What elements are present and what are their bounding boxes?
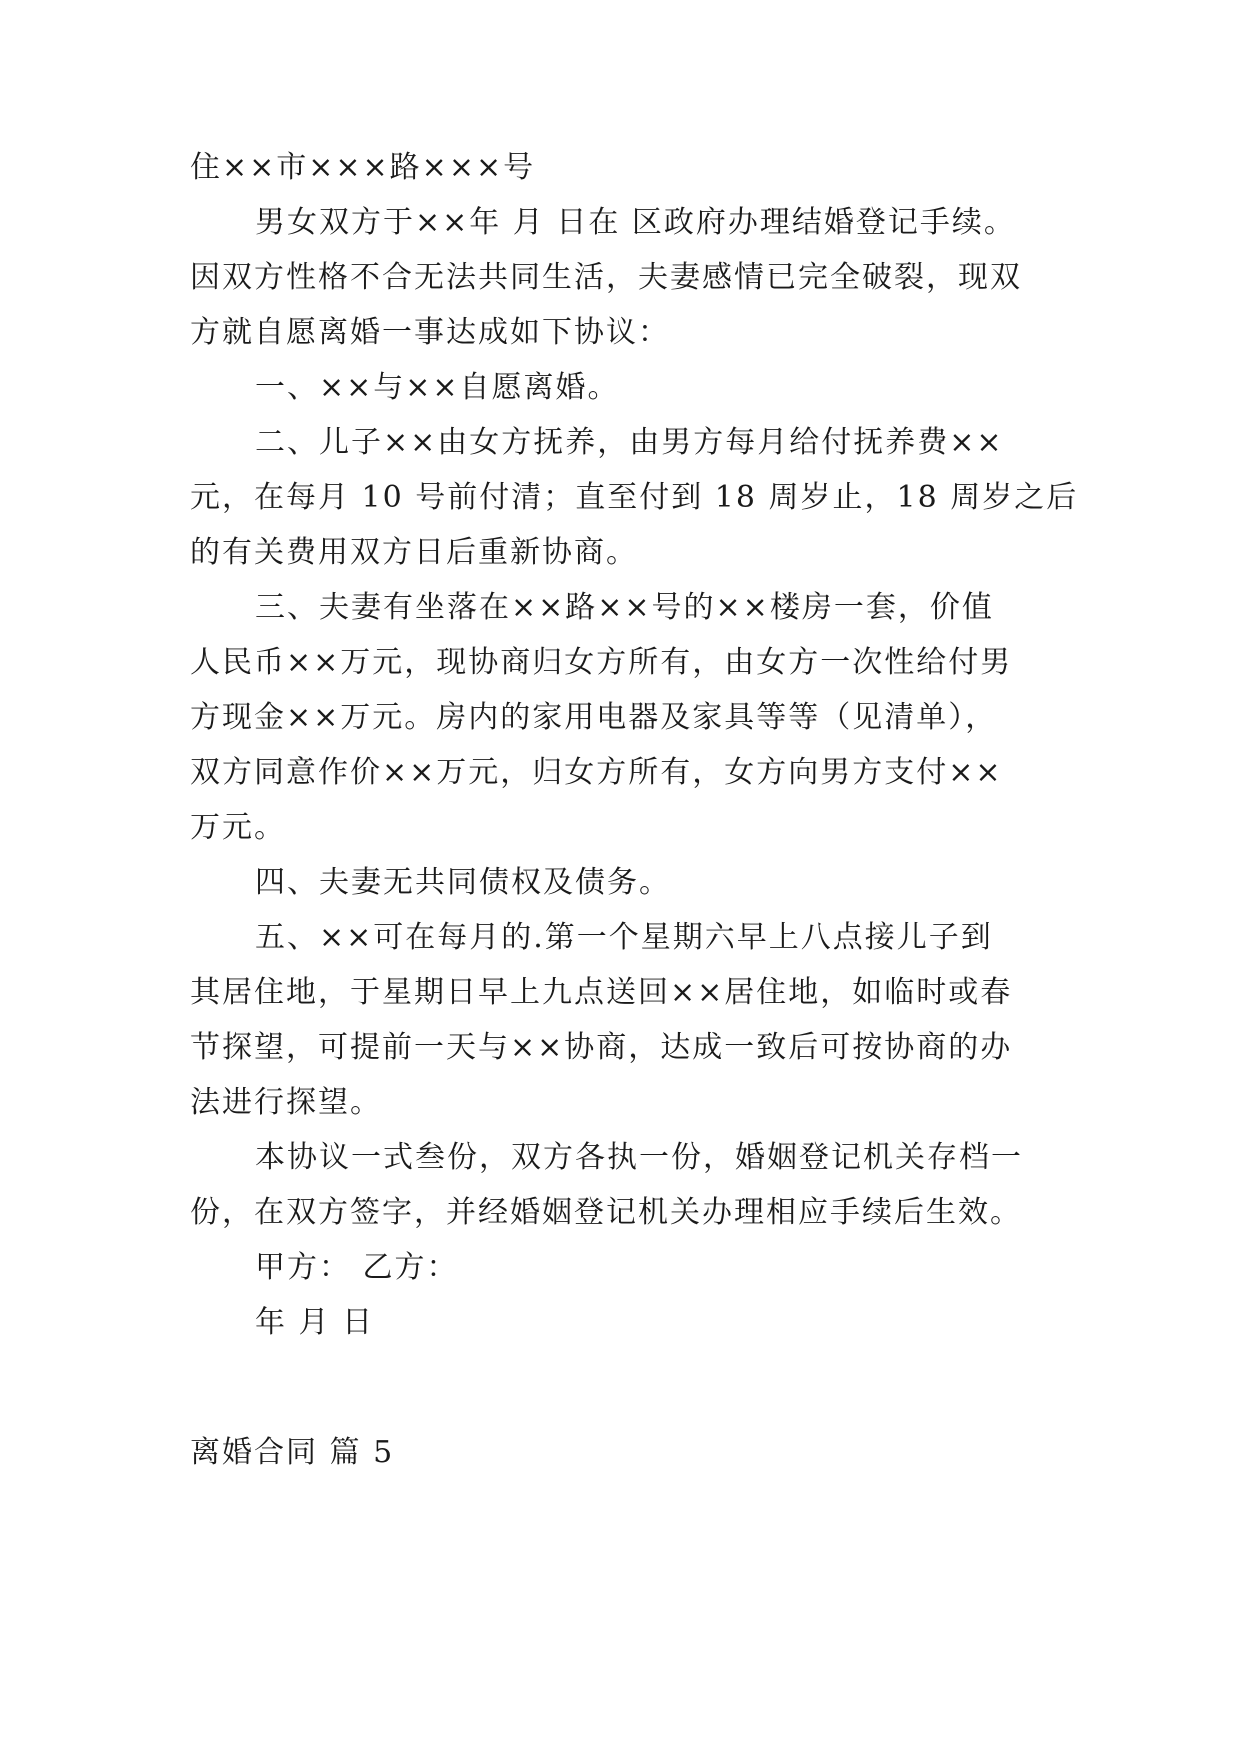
paragraph-line: 的有关费用双方日后重新协商。 xyxy=(190,535,638,570)
paragraph-line: 份，在双方签字，并经婚姻登记机关办理相应手续后生效。 xyxy=(190,1195,1022,1230)
paragraph-line: 元，在每月 10 号前付清；直至付到 18 周岁止，18 周岁之后 xyxy=(190,480,1079,515)
address-line: 住××市×××路×××号 xyxy=(190,150,536,185)
clause-three: 三、夫妻有坐落在××路××号的××楼房一套，价值 xyxy=(255,590,994,625)
clause-four: 四、夫妻无共同债权及债务。 xyxy=(255,865,671,900)
paragraph-line: 人民币××万元，现协商归女方所有，由女方一次性给付男 xyxy=(190,645,1013,680)
copies-clause: 本协议一式叁份，双方各执一份，婚姻登记机关存档一 xyxy=(255,1140,1023,1175)
paragraph-line: 万元。 xyxy=(190,810,286,845)
section-heading: 离婚合同 篇 5 xyxy=(190,1435,395,1470)
paragraph-line: 节探望，可提前一天与××协商，达成一致后可按协商的办 xyxy=(190,1030,1013,1065)
paragraph-line: 其居住地，于星期日早上九点送回××居住地，如临时或春 xyxy=(190,975,1013,1010)
clause-five: 五、××可在每月的.第一个星期六早上八点接儿子到 xyxy=(255,920,993,955)
signature-date: 年 月 日 xyxy=(255,1305,375,1340)
paragraph-line: 方就自愿离婚一事达成如下协议： xyxy=(190,315,670,350)
paragraph-line: 男女双方于××年 月 日在 区政府办理结婚登记手续。 xyxy=(255,205,1016,240)
signature-parties: 甲方： 乙方： xyxy=(255,1250,459,1285)
paragraph-line: 因双方性格不合无法共同生活，夫妻感情已完全破裂，现双 xyxy=(190,260,1022,295)
paragraph-line: 方现金××万元。房内的家用电器及家具等等（见清单）， xyxy=(190,700,998,735)
paragraph-line: 双方同意作价××万元，归女方所有，女方向男方支付×× xyxy=(190,755,1003,790)
paragraph-line: 法进行探望。 xyxy=(190,1085,382,1120)
clause-two: 二、儿子××由女方抚养，由男方每月给付抚养费×× xyxy=(255,425,1004,460)
clause-one: 一、××与××自愿离婚。 xyxy=(255,370,620,405)
